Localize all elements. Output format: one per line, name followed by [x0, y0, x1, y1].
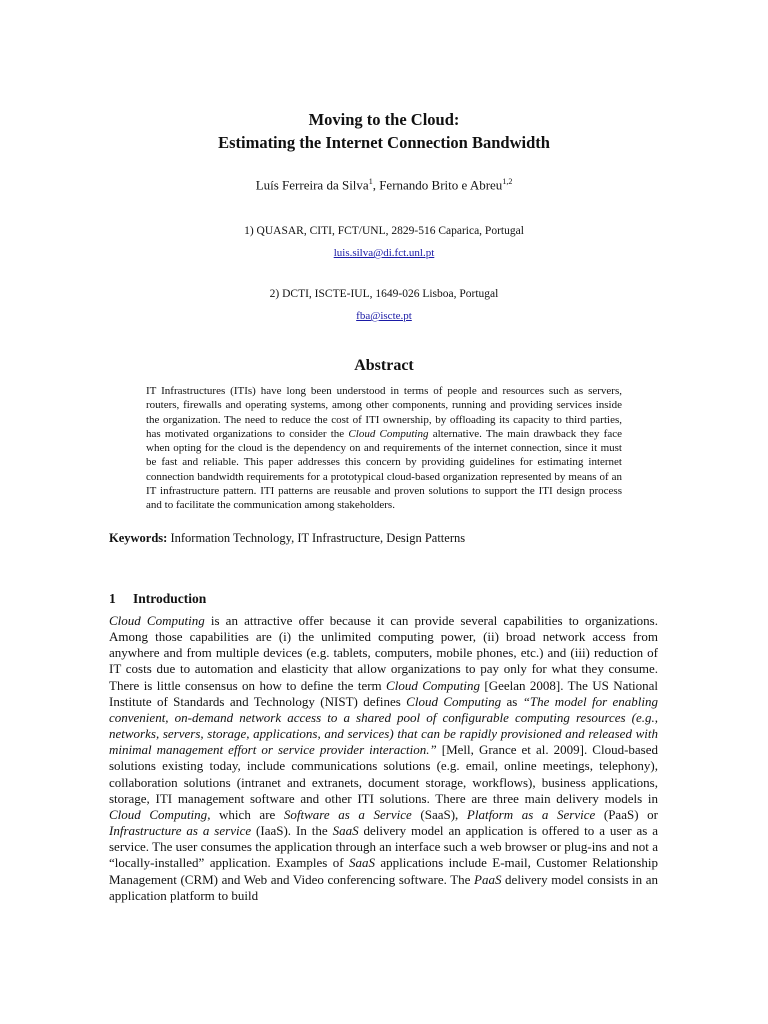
- abstract-text: [146, 384, 622, 513]
- title-line-1: Moving to the Cloud:: [308, 110, 460, 129]
- intro-text-part: delivery model consists in an application platform to build: [109, 871, 658, 903]
- email-1: [0, 247, 768, 259]
- intro-emphasis: Cloud Computing: [406, 693, 502, 709]
- intro-text-part: applications include E-mail, Customer Relationship Management (CRM) and Web and Video conferencing software. The: [109, 855, 658, 887]
- email-link[interactable]: fba@iscte.pt: [356, 310, 412, 322]
- intro-text-part: as: [501, 693, 523, 709]
- intro-emphasis: “The model for enabling convenient, on-demand network access to a shared pool of configurable computing resources (e.g., networks, servers, storage, applications, and services) that can be rapidly provisioned and released with minimal management effort or service provider interaction.”: [109, 693, 658, 758]
- intro-emphasis: Software as a Service: [283, 806, 412, 822]
- affiliation-2: 2) DCTI, ISCTE-IUL, 1649-026 Lisboa, Portugal: [269, 288, 499, 300]
- abstract-text-part: alternative. The main drawback they face when opting for the cloud is the dependency on and requirements of the internet connection, since it must be fast and reliable. This paper addresses this concern by providing guidelines for estimating internet connection bandwidth requirements for a prototypical cloud-based organization represented by means of an IT infrastructure pattern. ITI patterns are reusable and proven solutions to support the ITI design process and to facilitate the communication among stakeholders.: [146, 427, 622, 512]
- email-2: [0, 310, 768, 322]
- introduction-text: [109, 613, 658, 904]
- intro-emphasis: Cloud Computing: [386, 677, 480, 693]
- title-line-2: Estimating the Internet Connection Bandwidth: [218, 133, 550, 152]
- intro-emphasis: Platform as a Service: [466, 806, 596, 822]
- section-title: Introduction: [133, 591, 207, 606]
- keywords: [109, 531, 659, 546]
- intro-emphasis: PaaS: [474, 871, 502, 887]
- intro-text-part: is an attractive offer because it can provide several capabilities to organizations. Among those capabilities are (i) the unlimited computing power, (ii) broad network access from anywhere and from multiple devices (e.g. tablets, computers, mobile phones, etc.) and (iii) reduction of IT costs due to automation and elasticity that allow organizations to pay only for what they consume. There is little consensus on how to define the term: [109, 613, 658, 693]
- abstract-heading: Abstract: [354, 357, 414, 374]
- intro-emphasis: Cloud Computing: [109, 613, 205, 628]
- intro-emphasis: SaaS: [332, 823, 359, 839]
- intro-text-part: [Geelan 2008]. The US National Institute of Standards and Technology (NIST) defines: [109, 677, 658, 709]
- author-list: [0, 177, 768, 193]
- author-affiliation-marker: 1: [368, 177, 373, 186]
- section-heading: [109, 591, 206, 607]
- intro-emphasis: Cloud Computing: [109, 806, 208, 822]
- intro-text-part: (IaaS). In the: [251, 823, 333, 839]
- intro-text-part: (PaaS) or: [595, 806, 658, 822]
- keywords-list: Information Technology, IT Infrastructure, Design Patterns: [167, 531, 466, 545]
- intro-emphasis: SaaS: [349, 855, 375, 871]
- intro-text-part: [Mell, Grance et al. 2009]. Cloud-based solutions existing today, include communications solutions (e.g. email, online meetings, telephony), collaboration solutions (intranet and extranets, document storage, workflows), business applications, storage, ITI management software and other ITI solutions. There are three main delivery models in: [109, 742, 659, 806]
- author-name: Luís Ferreira da Silva: [255, 177, 369, 193]
- intro-text-part: delivery model an application is offered to a user as a service. The user consumes the application through an interface such a web browser or plug-ins and not a “locally-installed” application. Examples of: [109, 823, 659, 871]
- intro-text-part: (SaaS),: [411, 806, 467, 822]
- affiliation-1: 1) QUASAR, CITI, FCT/UNL, 2829-516 Caparica, Portugal: [244, 225, 524, 237]
- author-affiliation-marker: 1,2: [502, 177, 513, 186]
- author-name: Fernando Brito e Abreu: [379, 177, 503, 193]
- abstract-text-part: IT Infrastructures (ITIs) have long been understood in terms of people and resources such as servers, routers, firewalls and operating systems, among other components, running and providing services inside the organization. The need to reduce the cost of ITI ownership, by offloading its capacity to third parties, has motivated organizations to consider the: [146, 385, 622, 440]
- keywords-label: Keywords:: [109, 531, 168, 545]
- email-link[interactable]: luis.silva@di.fct.unl.pt: [333, 247, 435, 259]
- section-number: 1: [109, 591, 116, 606]
- paper-title: [0, 108, 768, 154]
- abstract-emphasis: Cloud Computing: [348, 427, 429, 440]
- author-separator: ,: [372, 177, 380, 193]
- intro-emphasis: Infrastructure as a service: [109, 823, 252, 839]
- intro-text-part: , which are: [207, 806, 284, 822]
